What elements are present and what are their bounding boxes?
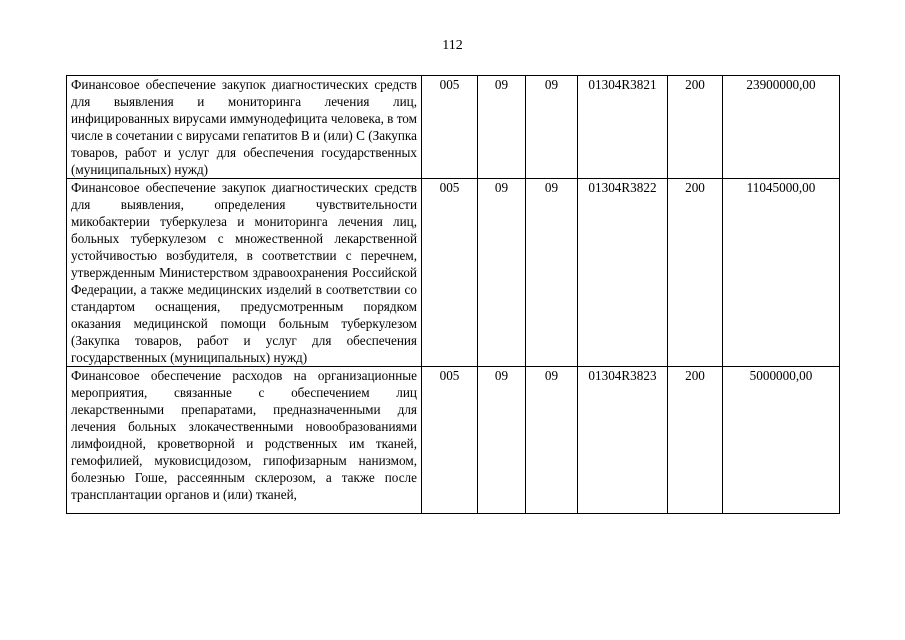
row-description: Финансовое обеспечение закупок диагностических средств для выявления, определения чувствительности микобактерии туберкулеза и мониторинга лечения лиц, больных туберкулезом с множественной лекарственной устойчивостью возбудителя, в соответствии с перечнем, утвержденным Министерством здравоохранения Российской Федерации, а также медицинских изделий в соответствии со стандартом оснащения, предусмотренным порядком оказания медицинской помощи больным туберкулезом (Закупка товаров, работ и услуг для обеспечения государственных (муниципальных) нужд) (67, 179, 422, 367)
target-article-code: 01304R3822 (578, 179, 668, 367)
subsection-code: 09 (526, 76, 578, 179)
target-article-code: 01304R3821 (578, 76, 668, 179)
expense-type-code: 200 (668, 367, 723, 514)
amount: 5000000,00 (723, 367, 840, 514)
table-row (67, 76, 840, 179)
section-code: 09 (478, 76, 526, 179)
amount: 23900000,00 (723, 76, 840, 179)
table-row (67, 367, 840, 514)
section-code: 09 (478, 179, 526, 367)
ministry-code: 005 (422, 367, 478, 514)
ministry-code: 005 (422, 76, 478, 179)
ministry-code: 005 (422, 179, 478, 367)
page-number: 112 (442, 38, 463, 53)
section-code: 09 (478, 367, 526, 514)
expense-type-code: 200 (668, 76, 723, 179)
budget-table (66, 75, 840, 514)
target-article-code: 01304R3823 (578, 367, 668, 514)
table-row (67, 179, 840, 367)
subsection-code: 09 (526, 179, 578, 367)
subsection-code: 09 (526, 367, 578, 514)
expense-type-code: 200 (668, 179, 723, 367)
row-description: Финансовое обеспечение расходов на организационные мероприятия, связанные с обеспечением лиц лекарственными препаратами, предназначенными для лечения больных злокачественными новообразованиями лимфоидной, кроветворной и родственных им тканей, гемофилией, муковисцидозом, гипофизарным нанизмом, болезнью Гоше, рассеянным склерозом, а также после трансплантации органов и (или) тканей, (67, 367, 422, 514)
row-description: Финансовое обеспечение закупок диагностических средств для выявления и мониторинга лечения лиц, инфицированных вирусами иммунодефицита человека, в том числе в сочетании с вирусами гепатитов B и (или) C (Закупка товаров, работ и услуг для обеспечения государственных (муниципальных) нужд) (67, 76, 422, 179)
amount: 11045000,00 (723, 179, 840, 367)
